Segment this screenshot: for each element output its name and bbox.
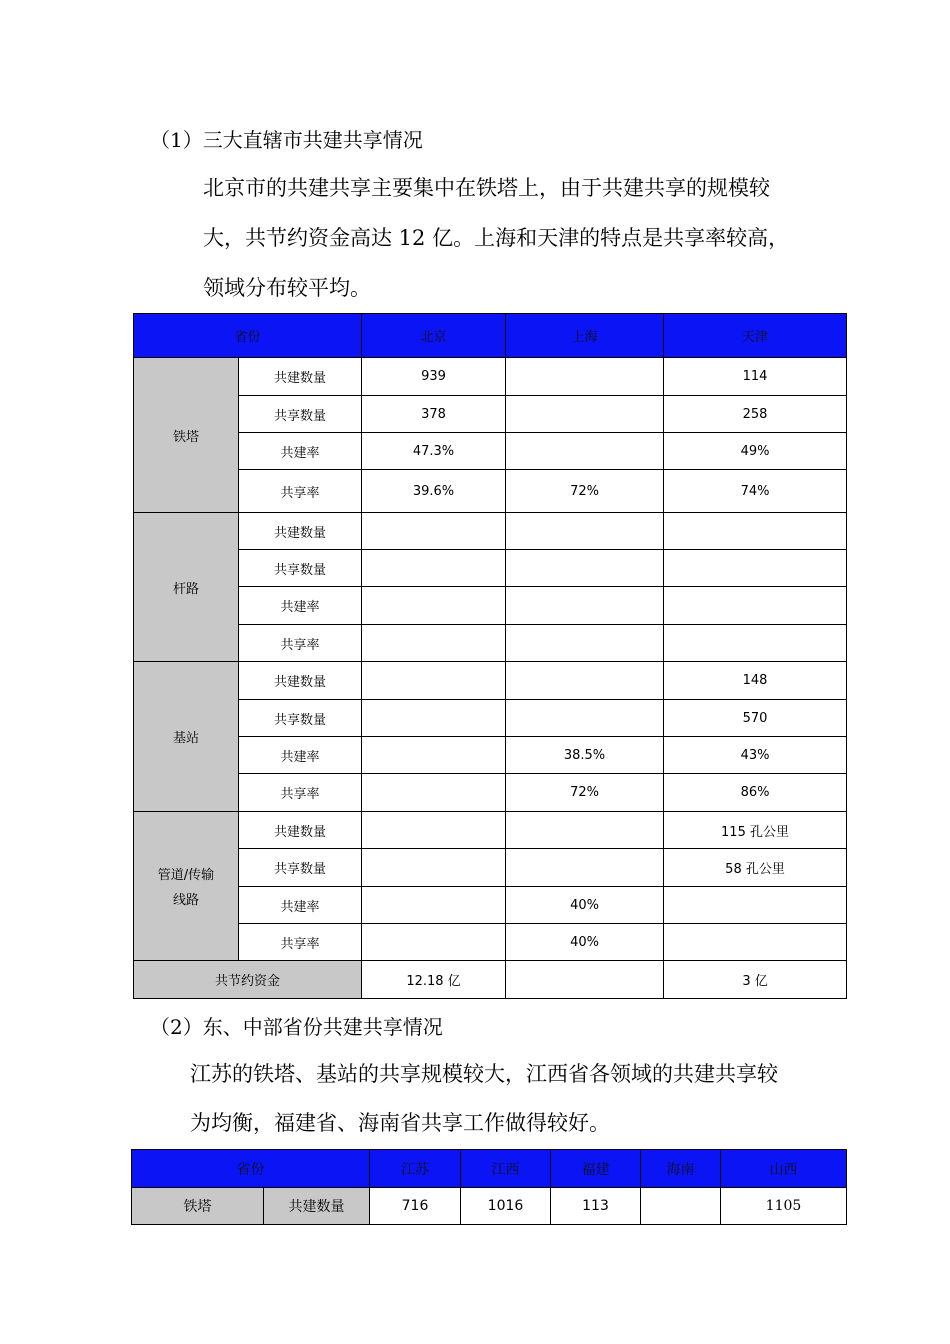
- cell-value: [506, 358, 664, 396]
- table-row: [134, 924, 847, 961]
- cell-value: [506, 587, 664, 625]
- table-row: [134, 550, 847, 587]
- table-row: [134, 396, 847, 433]
- row-label: 共享数量: [239, 550, 362, 587]
- cell-value: [664, 550, 847, 587]
- group-label-pole-line: 杆路: [134, 513, 239, 662]
- cell-value: 378: [362, 396, 506, 433]
- table-row: [134, 625, 847, 662]
- header-province: 省份: [132, 1150, 370, 1188]
- table-header-row: [134, 314, 847, 358]
- table-row: [134, 887, 847, 924]
- cell-value: [362, 550, 506, 587]
- table-row: [134, 849, 847, 887]
- table-row: [134, 812, 847, 849]
- row-label: 共建率: [239, 737, 362, 774]
- table-row: [134, 662, 847, 700]
- row-label: 共享率: [239, 625, 362, 662]
- row-label: 共享率: [239, 774, 362, 812]
- cell-value: 38.5%: [506, 737, 664, 774]
- row-label: 共享数量: [239, 849, 362, 887]
- cell-value: [362, 700, 506, 737]
- cell-value: 258: [664, 396, 847, 433]
- group-label-tower: 铁塔: [132, 1188, 264, 1225]
- cell-value: [362, 513, 506, 550]
- cell-value: [506, 625, 664, 662]
- group-label-tower: 铁塔: [134, 358, 239, 513]
- row-label: 共享数量: [239, 396, 362, 433]
- cell-value: [362, 625, 506, 662]
- cell-value: 58 孔公里: [664, 849, 847, 887]
- table-municipalities: [133, 313, 847, 999]
- cell-value: 148: [664, 662, 847, 700]
- cell-value: 72%: [506, 470, 664, 513]
- cell-value: [506, 550, 664, 587]
- cell-value: [664, 625, 847, 662]
- cell-value: [506, 662, 664, 700]
- cell-value: 3 亿: [664, 961, 847, 999]
- section2-heading: （2）东、中部省份共建共享情况: [150, 1015, 443, 1039]
- cell-value: 40%: [506, 887, 664, 924]
- cell-value: 47.3%: [362, 433, 506, 470]
- cell-value: 39.6%: [362, 470, 506, 513]
- cell-value: [362, 774, 506, 812]
- table-header-row: [132, 1150, 847, 1188]
- section1-paragraph-line-1: 北京市的共建共享主要集中在铁塔上，由于共建共享的规模较: [203, 176, 770, 200]
- row-label: 共享率: [239, 924, 362, 961]
- cell-value: 1105: [721, 1188, 847, 1225]
- savings-label: 共节约资金: [134, 961, 362, 999]
- header-shanghai: 上海: [506, 314, 664, 358]
- header-fujian: 福建: [551, 1150, 641, 1188]
- cell-value: [641, 1188, 721, 1225]
- cell-value: 12.18 亿: [362, 961, 506, 999]
- header-beijing: 北京: [362, 314, 506, 358]
- table-row: [134, 433, 847, 470]
- cell-value: 74%: [664, 470, 847, 513]
- cell-value: 72%: [506, 774, 664, 812]
- row-label: 共建率: [239, 887, 362, 924]
- header-shanxi: 山西: [721, 1150, 847, 1188]
- cell-value: [362, 812, 506, 849]
- cell-value: [506, 961, 664, 999]
- cell-value: 49%: [664, 433, 847, 470]
- table-row: [134, 737, 847, 774]
- cell-value: 939: [362, 358, 506, 396]
- header-jiangsu: 江苏: [370, 1150, 461, 1188]
- section1-heading: （1）三大直辖市共建共享情况: [150, 128, 423, 152]
- cell-value: [506, 396, 664, 433]
- cell-value: [362, 887, 506, 924]
- cell-value: [506, 513, 664, 550]
- cell-value: [362, 924, 506, 961]
- table-east-central-provinces: [131, 1149, 847, 1225]
- cell-value: [664, 924, 847, 961]
- group-label-line-2: 线路: [172, 893, 199, 908]
- cell-value: 1016: [461, 1188, 551, 1225]
- row-label: 共建数量: [239, 812, 362, 849]
- cell-value: [664, 513, 847, 550]
- cell-value: [506, 433, 664, 470]
- row-label: 共享率: [239, 470, 362, 513]
- row-label: 共建率: [239, 587, 362, 625]
- cell-value: 570: [664, 700, 847, 737]
- section1-paragraph-line-3: 领域分布较平均。: [203, 276, 371, 300]
- cell-value: 40%: [506, 924, 664, 961]
- section2-paragraph-line-1: 江苏的铁塔、基站的共享规模较大，江西省各领域的共建共享较: [190, 1062, 778, 1086]
- table-row: [132, 1188, 847, 1225]
- cell-value: 113: [551, 1188, 641, 1225]
- cell-value: [664, 587, 847, 625]
- row-label: 共建数量: [239, 662, 362, 700]
- cell-value: [506, 700, 664, 737]
- cell-value: [362, 849, 506, 887]
- row-label: 共建率: [239, 433, 362, 470]
- cell-value: 716: [370, 1188, 461, 1225]
- cell-value: [362, 587, 506, 625]
- table-row: [134, 358, 847, 396]
- cell-value: [664, 887, 847, 924]
- group-label-base-station: 基站: [134, 662, 239, 812]
- table-row: [134, 513, 847, 550]
- cell-value: [506, 849, 664, 887]
- row-label: 共建数量: [239, 513, 362, 550]
- group-label-duct-transmission: [134, 812, 239, 961]
- table-row: [134, 470, 847, 513]
- header-province: 省份: [134, 314, 362, 358]
- table-row: [134, 700, 847, 737]
- savings-row: [134, 961, 847, 999]
- cell-value: 114: [664, 358, 847, 396]
- row-label: 共建数量: [239, 358, 362, 396]
- cell-value: [362, 662, 506, 700]
- cell-value: 115 孔公里: [664, 812, 847, 849]
- table-row: [134, 587, 847, 625]
- header-tianjin: 天津: [664, 314, 847, 358]
- header-jiangxi: 江西: [461, 1150, 551, 1188]
- row-label: 共建数量: [264, 1188, 370, 1225]
- section2-paragraph-line-2: 为均衡，福建省、海南省共享工作做得较好。: [190, 1111, 610, 1135]
- table-row: [134, 774, 847, 812]
- header-hainan: 海南: [641, 1150, 721, 1188]
- cell-value: [362, 737, 506, 774]
- row-label: 共享数量: [239, 700, 362, 737]
- cell-value: 43%: [664, 737, 847, 774]
- cell-value: [506, 812, 664, 849]
- group-label-line-1: 管道/传输: [157, 868, 215, 883]
- section1-paragraph-line-2: 大，共节约资金高达 12 亿。上海和天津的特点是共享率较高，: [203, 226, 790, 250]
- cell-value: 86%: [664, 774, 847, 812]
